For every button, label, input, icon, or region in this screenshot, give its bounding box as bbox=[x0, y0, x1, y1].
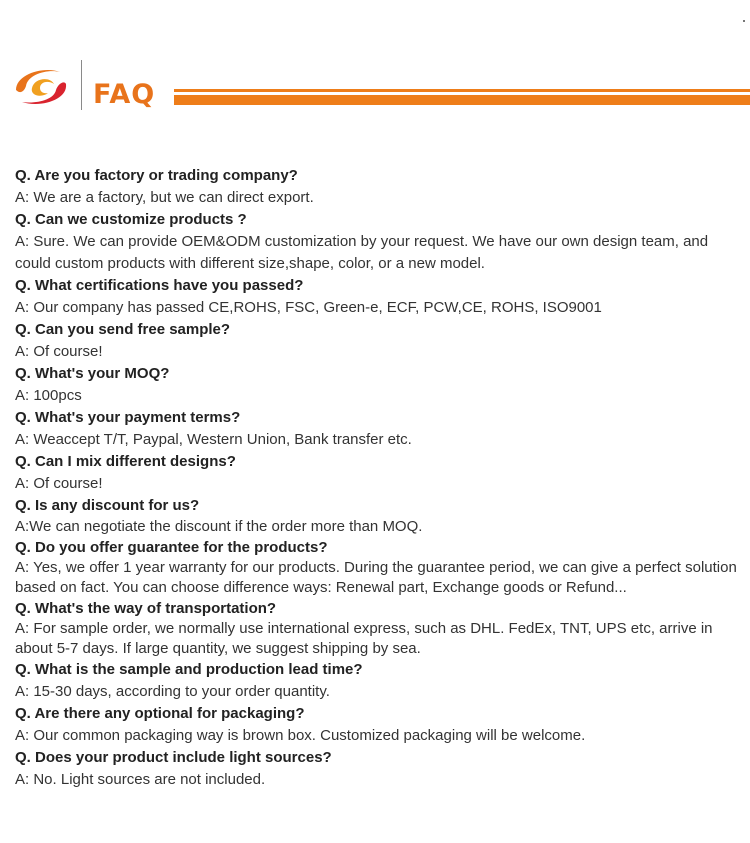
faq-list bbox=[15, 165, 745, 791]
question: Q. What's your MOQ? bbox=[15, 365, 170, 382]
answer: A: 100pcs bbox=[15, 387, 82, 404]
answer: A: Our company has passed CE,ROHS, FSC, Green-e, ECF, PCW,CE, ROHS, ISO9001 bbox=[15, 299, 602, 316]
answer: A: Weaccept T/T, Paypal, Western Union, Bank transfer etc. bbox=[15, 431, 412, 448]
question: Q. What certifications have you passed? bbox=[15, 277, 304, 294]
question: Q. Is any discount for us? bbox=[15, 497, 200, 514]
question: Q. What's your payment terms? bbox=[15, 409, 241, 426]
answer: A: Of course! bbox=[15, 343, 103, 360]
faq-header bbox=[0, 0, 750, 130]
answer: A: No. Light sources are not included. bbox=[15, 771, 266, 788]
page-title: FAQ bbox=[93, 79, 156, 110]
header-rule-thin bbox=[174, 89, 750, 92]
question: Q. Can you send free sample? bbox=[15, 321, 231, 338]
answer: A: 15-30 days, according to your order quantity. bbox=[15, 683, 330, 700]
question: Q. Can I mix different designs? bbox=[15, 453, 236, 470]
answer: A: Yes, we offer 1 year warranty for our products. During the guarantee period, we can give a perfect solution based on fact. You can choose difference ways: Renewal part, Exchange goods or Refund... bbox=[15, 559, 737, 596]
answer: A: Our common packaging way is brown box. Customized packaging will be welcome. bbox=[15, 727, 586, 744]
question: Q. Does your product include light sources? bbox=[15, 749, 332, 766]
answer: A: Of course! bbox=[15, 475, 103, 492]
answer: A:We can negotiate the discount if the order more than MOQ. bbox=[15, 518, 423, 535]
answer: A: For sample order, we normally use international express, such as DHL. FedEx, TNT, UPS etc, arrive in about 5-7 days. If large quantity, we suggest shipping by sea. bbox=[15, 620, 713, 657]
answer: A: Sure. We can provide OEM&ODM customization by your request. We have our own design team, and could custom products with different size,shape, color, or a new model. bbox=[15, 233, 709, 272]
answer: A: We are a factory, but we can direct export. bbox=[15, 189, 314, 206]
question: Q. Do you offer guarantee for the products? bbox=[15, 539, 328, 556]
question: Q. Are there any optional for packaging? bbox=[15, 705, 305, 722]
question: Q. What's the way of transportation? bbox=[15, 600, 277, 617]
question: Q. Are you factory or trading company? bbox=[15, 167, 298, 184]
header-rule-thick bbox=[174, 95, 750, 105]
question: Q. What is the sample and production lead time? bbox=[15, 661, 363, 678]
header-divider bbox=[81, 60, 82, 110]
question: Q. Can we customize products ? bbox=[15, 211, 247, 228]
corner-dot bbox=[743, 20, 745, 22]
swirl-logo-icon bbox=[10, 66, 72, 108]
